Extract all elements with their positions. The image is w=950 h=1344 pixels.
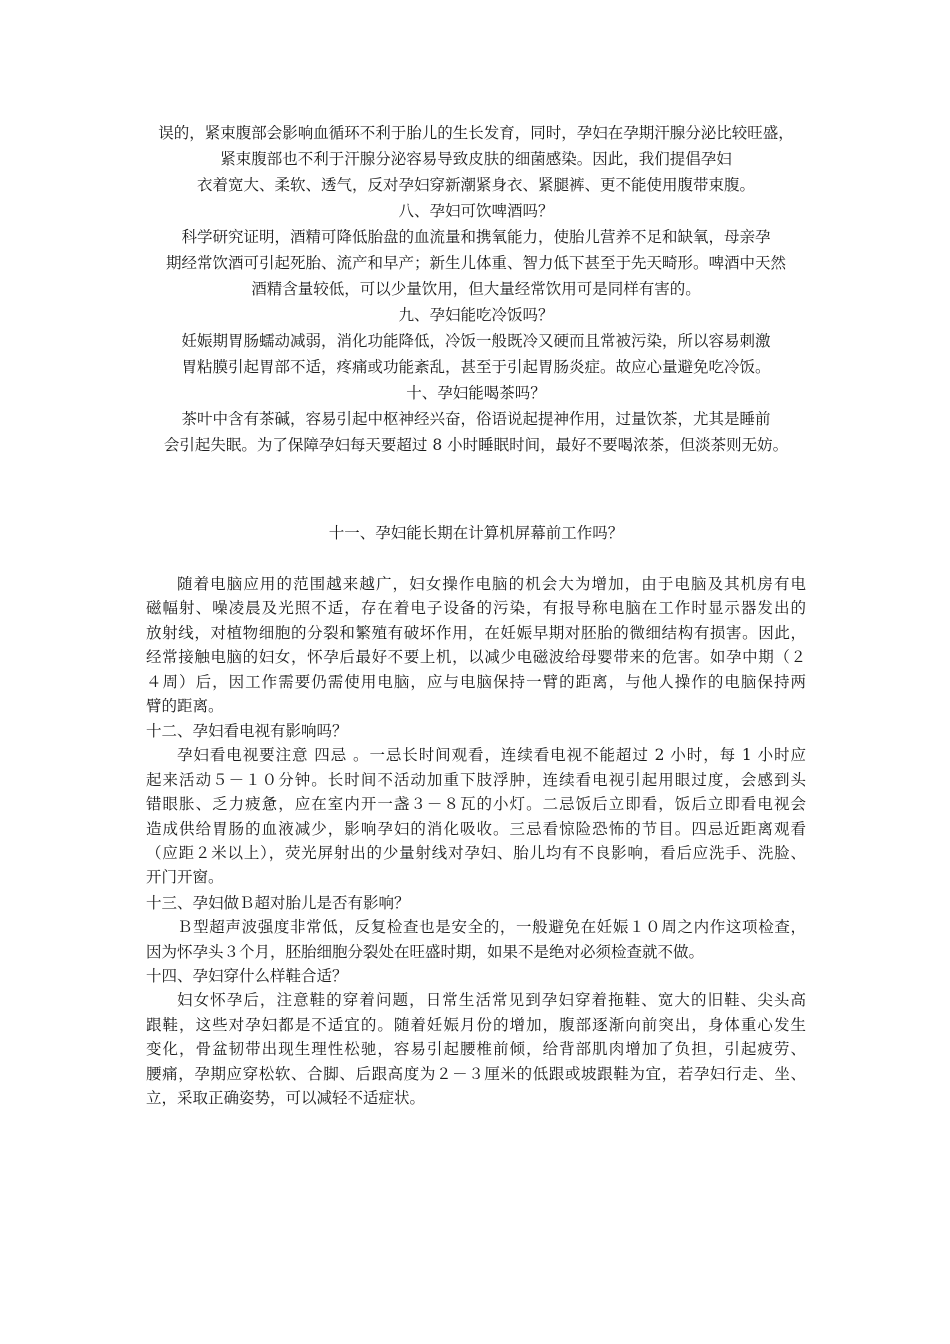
paragraph-line: 酒精含量较低，可以少量饮用，但大量经常饮用可是同样有害的。 [251,280,701,298]
section-9 [146,302,806,380]
section-11-body [146,572,806,718]
paragraph-line: 妊娠期胃肠蠕动减弱，消化功能降低，冷饭一般既冷又硬而且常被污染，所以容易刺激 [181,332,771,350]
section-title: 十四、孕妇穿什么样鞋合适？ [146,967,348,985]
paragraph-line: 放射线，对植物细胞的分裂和繁殖有破坏作用，在妊娠早期对胚胎的微细结构有损害。因此， [146,623,806,642]
paragraph-line: 会引起失眠。为了保障孕妇每天要超过 8 小时睡眠时间，最好不要喝浓茶，但淡茶则无妨。 [163,436,789,454]
paragraph-line: Ｂ型超声波强度非常低，反复检查也是安全的，一般避免在妊娠１０周之内作这项检查， [177,918,806,937]
paragraph-line: 经常接触电脑的妇女，怀孕后最好不要上机，以减少电磁波给母婴带来的危害。如孕中期（２ [146,648,806,667]
section-12 [146,719,806,890]
paragraph-line: 茶叶中含有茶碱，容易引起中枢神经兴奋，俗语说起提神作用，过量饮茶，尤其是睡前 [181,410,771,428]
paragraph-line: 腰痛，孕期应穿松软、合脚、后跟高度为２－３厘米的低跟或坡跟鞋为宜，若孕妇行走、坐、 [146,1064,806,1083]
section-14 [146,964,806,1110]
paragraph-line: 孕妇看电视要注意 四忌 。一忌长时间观看，连续看电视不能超过 2 小时，每 1 小时应 [177,746,806,765]
paragraph-line: 随着电脑应用的范围越来越广，妇女操作电脑的机会大为增加，由于电脑及其机房有电 [177,575,806,593]
section-title: 十、孕妇能喝茶吗？ [406,384,546,402]
paragraph-line: ４周）后，因工作需要仍需使用电脑，应与电脑保持一臂的距离，与他人操作的电脑保持两 [146,672,806,691]
section-10 [146,380,806,458]
paragraph-line: 造成供给胃肠的血液减少，影响孕妇的消化吸收。三忌看惊险恐怖的节目。四忌近距离观看 [146,819,806,838]
paragraph-line: 起来活动５－１０分钟。长时间不活动加重下肢浮肿，连续看电视引起用眼过度，会感到头 [146,770,806,789]
section-title: 十一、孕妇能长期在计算机屏幕前工作吗？ [328,524,624,542]
intro-line: 衣着宽大、柔软、透气，反对孕妇穿新潮紧身衣、紧腿裤、更不能使用腹带束腹。 [196,176,755,194]
paragraph-line: 跟鞋，这些对孕妇都是不适宜的。随着妊娠月份的增加，腹部逐渐向前突出，身体重心发生 [146,1015,806,1034]
paragraph-line: 因为怀孕头３个月，胚胎细胞分裂处在旺盛时期，如果不是绝对必须检查就不做。 [146,942,705,961]
intro-paragraph [146,120,806,198]
paragraph-line: 期经常饮酒可引起死胎、流产和早产；新生儿体重、智力低下甚至于先天畸形。啤酒中天然 [165,254,786,272]
paragraph-line: 科学研究证明，酒精可降低胎盘的血流量和携氧能力，使胎儿营养不足和缺氧，母亲孕 [181,228,771,246]
paragraph-line: 立，采取正确姿势，可以减轻不适症状。 [146,1088,426,1107]
section-8 [146,198,806,302]
intro-line: 误的，紧束腹部会影响血循环不利于胎儿的生长发育，同时，孕妇在孕期汗腺分泌比较旺盛， [158,124,794,142]
paragraph-line: 磁幅射、噪凌晨及光照不适，存在着电子设备的污染，有报导称电脑在工作时显示器发出的 [146,599,806,618]
section-title: 九、孕妇能吃冷饭吗？ [398,306,554,324]
paragraph-line: 胃粘膜引起胃部不适，疼痛或功能紊乱，甚至于引起胃肠炎症。故应心量避免吃冷饭。 [181,358,771,376]
section-title: 八、孕妇可饮啤酒吗？ [398,202,554,220]
paragraph-line: 妇女怀孕后，注意鞋的穿着问题，日常生活常见到孕妇穿着拖鞋、宽大的旧鞋、尖头高 [177,991,806,1010]
section-11-title-block [146,520,806,546]
section-title: 十二、孕妇看电视有影响吗？ [146,722,348,740]
intro-line: 紧束腹部也不利于汗腺分泌容易导致皮肤的细菌感染。因此，我们提倡孕妇 [220,150,732,168]
paragraph-line: 臂的距离。 [146,696,224,715]
paragraph-line: 错眼胀、乏力疲惫，应在室内开一盏３－８瓦的小灯。二忌饭后立即看，饭后立即看电视会 [146,795,806,814]
paragraph-line: 开门开窗。 [146,868,224,887]
paragraph-line: 变化，骨盆韧带出现生理性松驰，容易引起腰椎前倾，给背部肌肉增加了负担，引起疲劳、 [146,1040,806,1059]
paragraph-line: （应距２米以上），荧光屏射出的少量射线对孕妇、胎儿均有不良影响，看后应洗手、洗脸、 [146,843,806,862]
section-title: 十三、孕妇做Ｂ超对胎儿是否有影响？ [146,894,410,912]
section-13 [146,891,806,964]
